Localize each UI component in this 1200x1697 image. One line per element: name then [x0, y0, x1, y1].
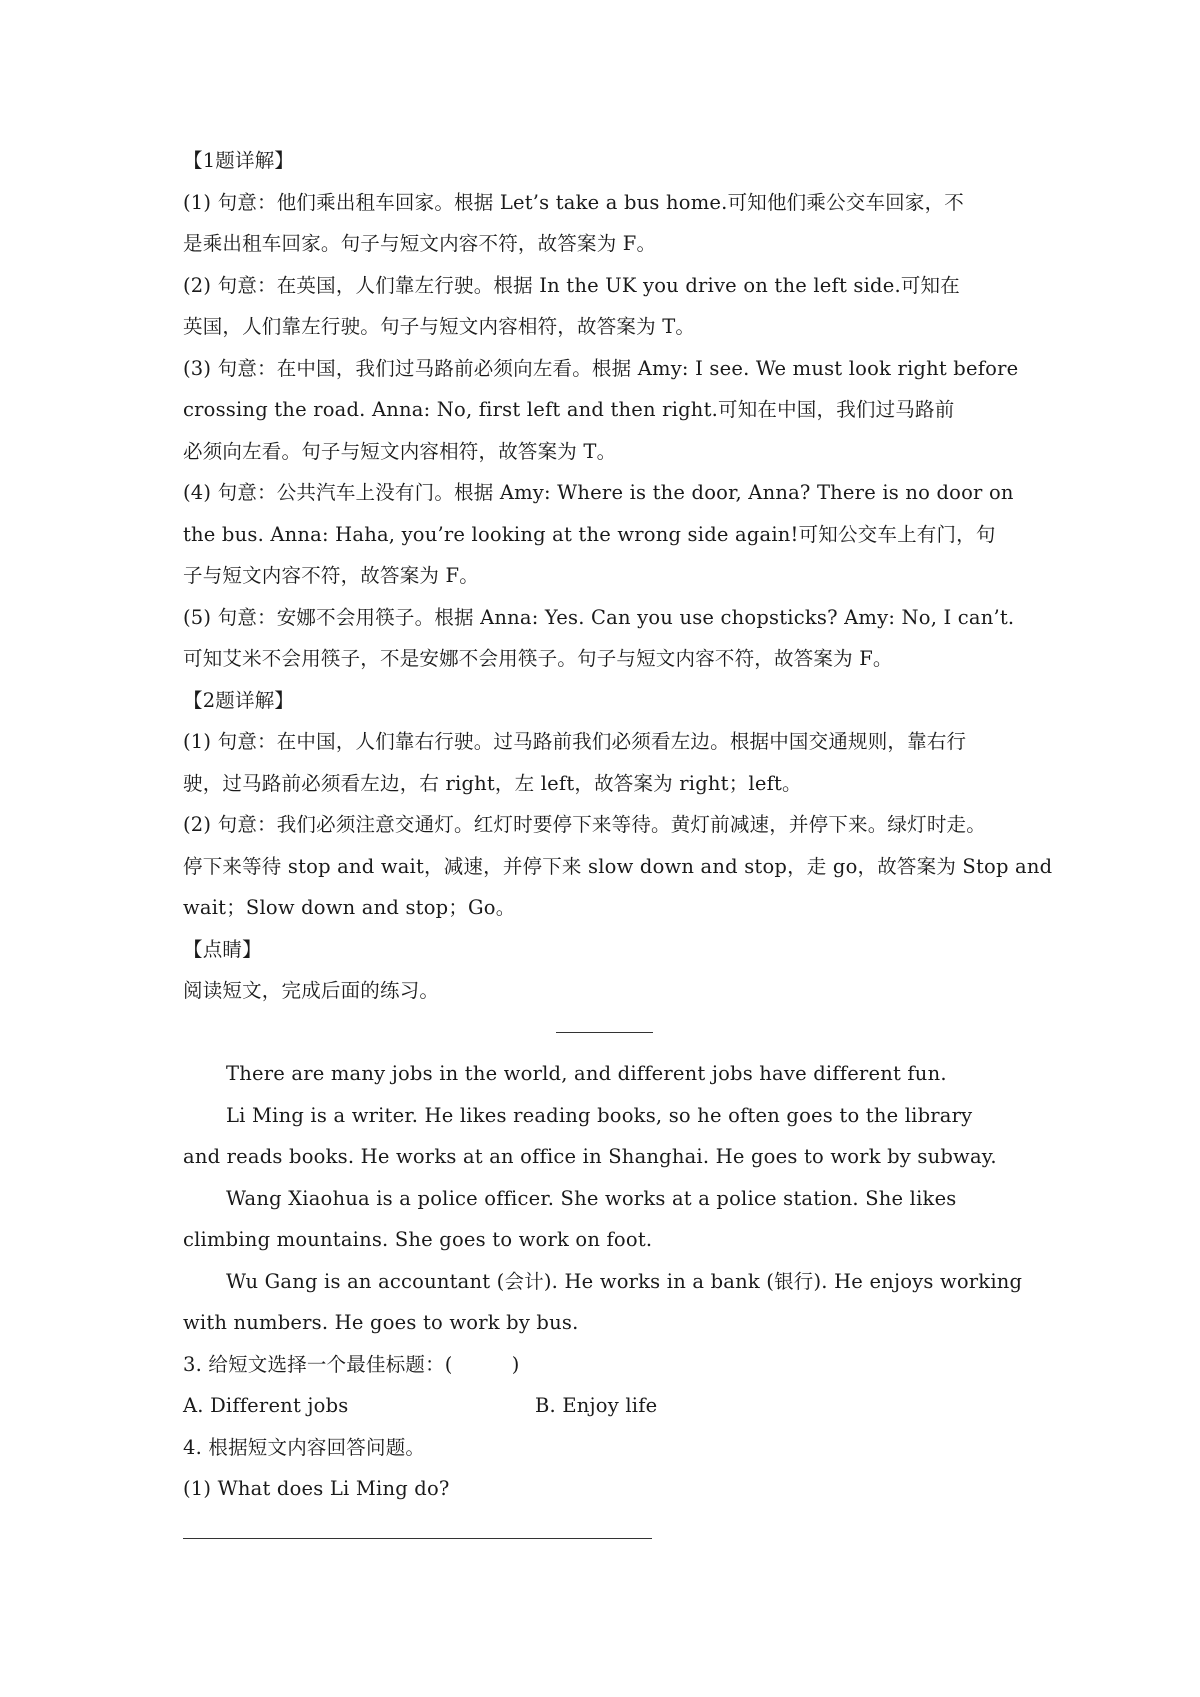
- section1-heading: 【1题详解】: [183, 149, 295, 172]
- section1-line-11: (5) 句意：安娜不会用筷子。根据 Anna: Yes. Can you use chopsticks? Amy: No, I can’t.: [183, 605, 1015, 629]
- section1-line-7: 必须向左看。句子与短文内容相符，故答案为 T。: [183, 439, 617, 463]
- section1-line-6: crossing the road. Anna: No, first left and then right.可知在中国，我们过马路前: [183, 398, 955, 421]
- question-4-sub-1: (1) What does Li Ming do?: [183, 1477, 450, 1500]
- answer-blank-line[interactable]: [183, 1538, 652, 1539]
- section1-line-8: (4) 句意：公共汽车上没有门。根据 Amy: Where is the door, Anna? There is no door on: [183, 481, 1014, 504]
- passage-p4-line-2: with numbers. He goes to work by bus.: [183, 1311, 579, 1334]
- section2-line-3: (2) 句意：我们必须注意交通灯。红灯时要停下来等待。黄灯前减速，并停下来。绿灯时走。: [183, 813, 986, 836]
- passage-p3-line-1: Wang Xiaohua is a police officer. She works at a police station. She likes: [226, 1186, 957, 1210]
- passage-p1-line-1: There are many jobs in the world, and different jobs have different fun.: [226, 1062, 947, 1085]
- question-3-stem: 3. 给短文选择一个最佳标题：( ): [183, 1352, 520, 1376]
- tip-heading: 【点睛】: [183, 937, 262, 961]
- question-3-options: [183, 1385, 1030, 1427]
- section2-line-4: 停下来等待 stop and wait，减速，并停下来 slow down and stop，走 go，故答案为 Stop and: [183, 854, 1053, 878]
- section1-line-10: 子与短文内容不符，故答案为 F。: [183, 564, 479, 587]
- section2-line-1: (1) 句意：在中国，人们靠右行驶。过马路前我们必须看左边。根据中国交通规则，靠右行: [183, 730, 967, 753]
- passage-p4-line-1: Wu Gang is an accountant (会计). He works in a bank (银行). He enjoys working: [226, 1269, 1023, 1293]
- section1-line-2: 是乘出租车回家。句子与短文内容不符，故答案为 F。: [183, 232, 657, 255]
- tip-text: 阅读短文，完成后面的练习。: [183, 979, 440, 1002]
- separator-rule: [183, 1012, 1030, 1054]
- section1-line-1: (1) 句意：他们乘出租车回家。根据 Let’s take a bus home.可知他们乘公交车回家，不: [183, 190, 964, 214]
- section1-line-5: (3) 句意：在中国，我们过马路前必须向左看。根据 Amy: I see. We must look right before: [183, 356, 1019, 380]
- section2-line-2: 驶，过马路前必须看左边，右 right，左 left，故答案为 right；left。: [183, 771, 802, 795]
- passage-p2-line-1: Li Ming is a writer. He likes reading books, so he often goes to the library: [226, 1103, 973, 1127]
- question-3-option-b[interactable]: B. Enjoy life: [535, 1394, 658, 1417]
- section2-heading: 【2题详解】: [183, 688, 295, 712]
- section2-line-5: wait；Slow down and stop；Go。: [183, 896, 516, 919]
- passage-p2-line-2: and reads books. He works at an office in Shanghai. He goes to work by subway.: [183, 1145, 997, 1168]
- section1-line-4: 英国，人们靠左行驶。句子与短文内容相符，故答案为 T。: [183, 315, 696, 338]
- section1-line-9: the bus. Anna: Haha, you’re looking at the wrong side again!可知公交车上有门，句: [183, 522, 996, 546]
- question-3-option-a[interactable]: A. Different jobs: [183, 1394, 349, 1417]
- question-4-stem: 4. 根据短文内容回答问题。: [183, 1435, 426, 1459]
- document-content: [183, 140, 1053, 1510]
- passage-p3-line-2: climbing mountains. She goes to work on foot.: [183, 1228, 653, 1251]
- section1-line-3: (2) 句意：在英国，人们靠左行驶。根据 In the UK you drive on the left side.可知在: [183, 273, 960, 297]
- section1-line-12: 可知艾米不会用筷子，不是安娜不会用筷子。句子与短文内容不符，故答案为 F。: [183, 647, 893, 670]
